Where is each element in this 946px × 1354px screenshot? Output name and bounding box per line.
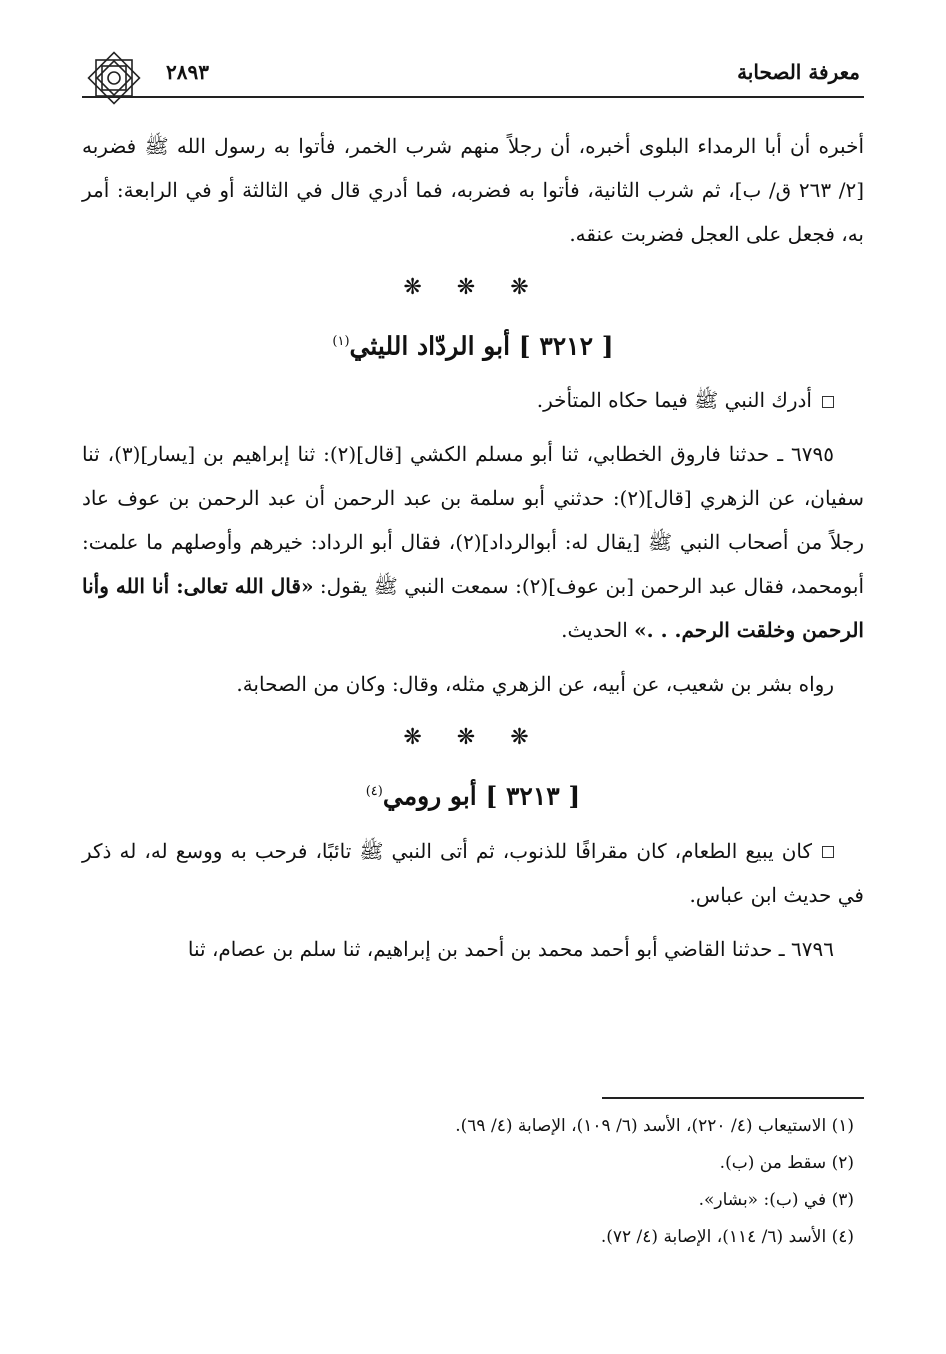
paragraph-continuation: أخبره أن أبا الرمداء البلوى أخبره، أن رجلاً منهم شرب الخمر، فأتوا به رسول الله ﷺ فضربه [٢/ ٢٦٣ ق/ ب]، ثم شرب الثانية، فأتوا به فضربه، فما أدري قال في الثالثة أو في الرابعة: أمر به، فجعل على العجل فضربت عنقه. [82, 134, 864, 246]
footnotes [82, 1108, 854, 1256]
square-bullet-icon [822, 396, 834, 408]
hadith-6796: ٦٧٩٦ ـ حدثنا القاضي أبو أحمد محمد بن أحمد بن إبراهيم، ثنا سلم بن عصام، ثنا [187, 936, 834, 961]
footnote-rule [602, 1097, 864, 1099]
header-rule [82, 96, 864, 98]
footnote-ref: (١) [332, 334, 350, 349]
entry-heading-3212 [82, 318, 864, 370]
running-title: معرفة الصحابة [737, 60, 860, 84]
hadith-quote: «قال الله تعالى: أنا الله وأنا الرحمن وخلقت الرحم. . .» [82, 574, 864, 643]
entry-title: [ ٣٢١٣ ] أبو رومي [382, 781, 581, 811]
star-ornament-icon [82, 46, 146, 110]
footnote-item: (١) الاستيعاب (٤/ ٢٢٠)، الأسد (٦/ ١٠٩)، الإصابة (٤/ ٦٩). [455, 1116, 854, 1136]
section-separator: ❋ ❋ ❋ [403, 725, 543, 751]
entry-heading-3213 [82, 768, 864, 820]
footnote-ref: (٤) [365, 784, 383, 800]
entry-note-text: كان يبيع الطعام، كان مقرافًا للذنوب، ثم أتى النبي ﷺ تائبًا، فرحب به ووسع له، له ذكر في حديث ابن عباس. [82, 838, 864, 907]
entry-title: [ ٣٢١٢ ] أبو الردّاد الليثي [349, 331, 614, 361]
footnote-item: (٢) سقط من (ب). [719, 1153, 854, 1173]
square-bullet-icon [822, 846, 834, 858]
entry-note [82, 378, 864, 422]
section-separator: ❋ ❋ ❋ [403, 275, 543, 300]
page-number: ٢٨٩٣ [166, 60, 209, 84]
main-text [82, 124, 864, 971]
footnote-item: (٣) في (ب): «بشار». [698, 1190, 854, 1210]
footnote-item: (٤) الأسد (٦/ ١١٤)، الإصابة (٤/ ٧٢). [600, 1227, 854, 1247]
narration-note: رواه بشر بن شعيب، عن أبيه، عن الزهري مثله، وقال: وكان من الصحابة. [236, 672, 834, 697]
entry-note-text: أدرك النبي ﷺ فيما حكاه المتأخر. [536, 388, 812, 413]
page-header [82, 58, 864, 96]
hadith-6795 [82, 432, 864, 652]
hadith-end: الحديث. [561, 618, 628, 643]
entry-note [82, 829, 864, 917]
hadith-text: ٦٧٩٥ ـ حدثنا فاروق الخطابي، ثنا أبو مسلم الكشي [قال](٢): ثنا إبراهيم بن [يسار](٣)، ثنا سفيان، عن الزهري [قال](٢): حدثني أبو سلمة بن عبد الرحمن أن عبد الرحمن بن عوف عاد رجلاً من أصحاب النبي ﷺ [يقال له: أبوالرداد](٢)، فقال أبو الرداد: خيرهم وأوصلهم ما علمت: أبومحمد، فقال عبد الرحمن [بن عوف](٢): سمعت النبي ﷺ يقول: [82, 442, 865, 599]
